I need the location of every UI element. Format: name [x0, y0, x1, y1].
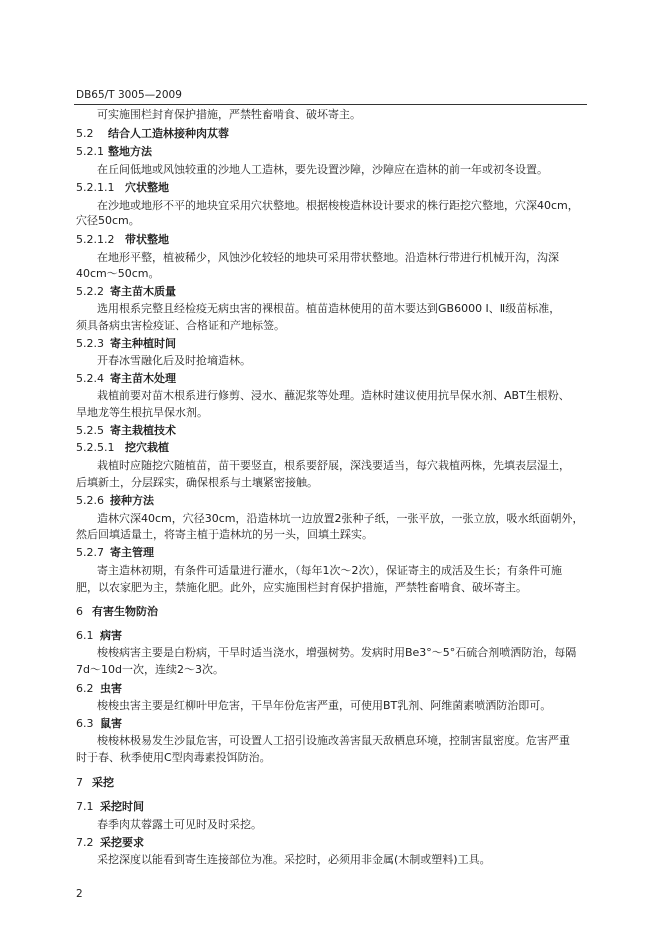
section-number: 7.2 [76, 836, 94, 849]
section-number: 5.2.3 [76, 337, 104, 350]
paragraph-line: 栽植时应随挖穴随植苗，苗干要竖直，根系要舒展，深浅要适当，每穴栽植两株，先填表层湿土， [97, 459, 570, 472]
section-number: 5.2.1 [76, 145, 104, 158]
section-title: 接种方法 [110, 494, 154, 507]
paragraph-line: 寄主造林初期，有条件可适量进行灌水，（每年1次～2次），保证寄主的成活及生长；有条件可施 [97, 564, 562, 577]
paragraph-line: 须具备病虫害检疫证、合格证和产地标签。 [76, 319, 285, 332]
section-number: 7 [76, 776, 83, 789]
section-title: 挖穴栽植 [125, 441, 169, 454]
section-number: 5.2.2 [76, 285, 104, 298]
section-number: 6.2 [76, 682, 94, 695]
section-number: 5.2.1.2 [76, 233, 115, 246]
section-number: 5.2 [76, 127, 94, 140]
section-number: 5.2.5.1 [76, 441, 115, 454]
paragraph-line: 梭梭林极易发生沙鼠危害，可设置人工招引设施改善害鼠天敌栖息环境，控制害鼠密度。危害严重 [97, 734, 570, 747]
paragraph-line: 造林穴深40cm，穴径30cm，沿造林坑一边放置2张种子纸，一张平放，一张立放，吸水纸面朝外， [97, 512, 584, 525]
paragraph-line: 穴径50cm。 [76, 214, 140, 227]
section-title: 寄主种植时间 [110, 337, 176, 350]
section-number: 5.2.6 [76, 494, 104, 507]
section-number: 5.2.4 [76, 372, 104, 385]
section-number: 7.1 [76, 800, 94, 813]
paragraph-line: 梭梭虫害主要是红柳叶甲危害，干旱年份危害严重，可使用BT乳剂、阿维菌素喷洒防治即可。 [97, 699, 552, 712]
section-title: 有害生物防治 [92, 605, 158, 618]
paragraph-line: 时于春、秋季使用C型肉毒素投饵防治。 [76, 751, 271, 764]
paragraph-line: 在地形平整，植被稀少，风蚀沙化较轻的地块可采用带状整地。沿造林行带进行机械开沟，沟深 [97, 251, 559, 264]
paragraph-line: 栽植前要对苗木根系进行修剪、浸水、蘸泥浆等处理。造林时建议使用抗旱保水剂、ABT生根粉、 [97, 389, 570, 402]
section-title: 整地方法 [108, 145, 152, 158]
section-title: 虫害 [100, 682, 122, 695]
section-title: 寄主栽植技术 [110, 424, 176, 437]
paragraph-line: 40cm～50cm。 [76, 267, 160, 280]
paragraph-line: 采挖深度以能看到寄生连接部位为准。采挖时，必须用非金属(木制或塑料)工具。 [97, 853, 491, 866]
paragraph-line: 后填新土，分层踩实，确保根系与土壤紧密接触。 [76, 476, 318, 489]
paragraph-line: 在丘间低地或风蚀较重的沙地人工造林，要先设置沙障，沙障应在造林的前一年或初冬设置。 [97, 163, 548, 176]
paragraph-line: 春季肉苁蓉露土可见时及时采挖。 [97, 818, 262, 831]
header-divider [74, 104, 587, 105]
section-number: 6.1 [76, 629, 94, 642]
paragraph-line: 旱地龙等生根抗旱保水剂。 [76, 406, 208, 419]
section-title: 寄主苗木处理 [110, 372, 176, 385]
section-title: 病害 [100, 629, 122, 642]
document-code: DB65/T 3005—2009 [76, 89, 182, 101]
section-title: 鼠害 [100, 717, 122, 730]
section-title: 穴状整地 [125, 181, 169, 194]
paragraph-line: 在沙地或地形不平的地块宜采用穴状整地。根据梭梭造林设计要求的株行距挖穴整地，穴深40cm， [97, 199, 579, 212]
paragraph-line: 肥，以农家肥为主，禁施化肥。此外，应实施围栏封育保护措施，严禁牲畜啃食、破坏寄主。 [76, 581, 527, 594]
section-title: 寄主苗木质量 [110, 285, 176, 298]
section-number: 5.2.5 [76, 424, 104, 437]
paragraph-line: 开春冰雪融化后及时抢墒造林。 [97, 354, 251, 367]
section-title: 采挖时间 [100, 800, 144, 813]
paragraph-line: 7d～10d一次，连续2～3次。 [76, 663, 224, 676]
section-title: 采挖 [92, 776, 114, 789]
section-title: 结合人工造林接种肉苁蓉 [108, 127, 229, 140]
section-title: 寄主管理 [110, 546, 154, 559]
page-number: 2 [76, 888, 83, 900]
paragraph-line: 可实施围栏封育保护措施，严禁牲畜啃食、破坏寄主。 [97, 108, 361, 121]
section-number: 6 [76, 605, 83, 618]
paragraph-line: 然后回填适量土，将寄主植于造林坑的另一头，回填土踩实。 [76, 528, 373, 541]
section-title: 带状整地 [125, 233, 169, 246]
section-number: 5.2.1.1 [76, 181, 115, 194]
section-title: 采挖要求 [100, 836, 144, 849]
section-number: 6.3 [76, 717, 94, 730]
paragraph-line: 选用根系完整且经检疫无病虫害的裸根苗。植苗造林使用的苗木要达到GB6000 Ⅰ、Ⅱ级苗标准， [97, 302, 561, 315]
paragraph-line: 梭梭病害主要是白粉病，干旱时适当浇水，增强树势。发病时用Be3°～5°石硫合剂喷洒防治，每隔 [97, 646, 577, 659]
section-number: 5.2.7 [76, 546, 104, 559]
